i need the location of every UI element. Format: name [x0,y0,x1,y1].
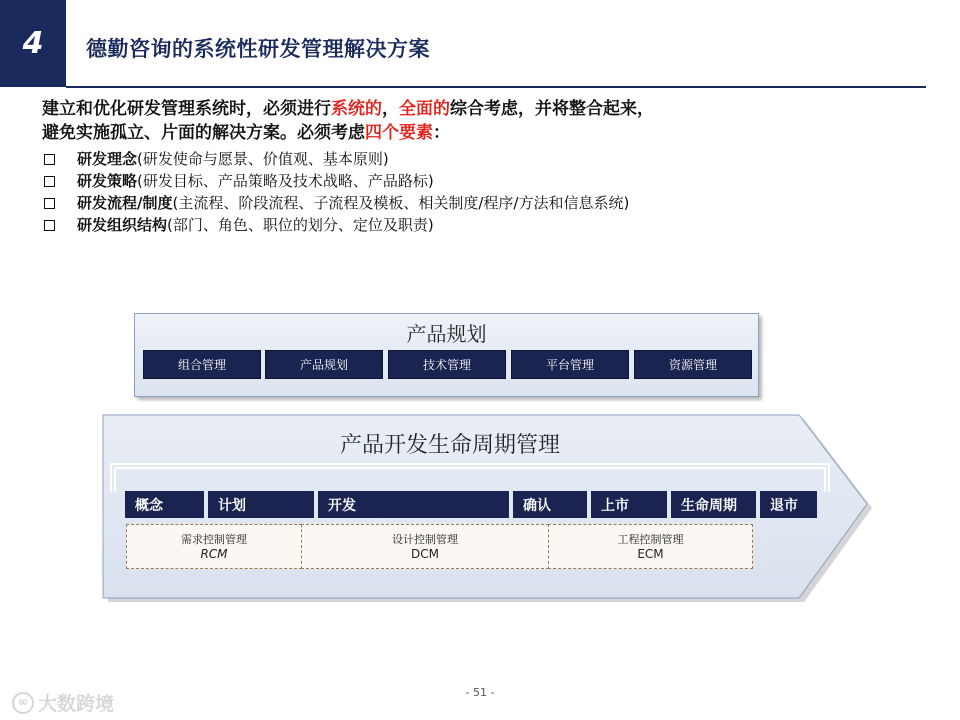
watermark-logo-icon: ∞ [12,692,34,714]
stage-retire: 退市 [760,491,817,518]
intro-text: 建立和优化研发管理系统时，必须进行 [42,99,331,119]
checkbox-square-icon [44,176,55,187]
bullet-list [44,148,629,236]
intro-text: 综合考虑，并将整合起来， [450,99,654,119]
bullet-desc: (部门、角色、职位的划分、定位及职责) [167,216,434,234]
stage-plan: 计划 [208,491,314,518]
emphasis-text: 系统的 [331,99,382,119]
planning-item: 组合管理 [143,350,261,379]
control-name: 设计控制管理 [392,532,458,546]
planning-item: 资源管理 [634,350,752,379]
section-number-badge: 4 [0,0,66,87]
watermark-text: 大数跨境 [38,693,115,715]
planning-item: 平台管理 [511,350,629,379]
product-planning-title: 产品规划 [406,322,487,346]
planning-item: 技术管理 [388,350,506,379]
control-abbr: ECM [637,546,664,561]
stage-develop: 开发 [318,491,509,518]
bullet-key: 研发流程/制度 [77,194,173,212]
stage-verify: 确认 [513,491,587,518]
list-item [44,170,629,192]
intro-text: ， [382,99,399,119]
header-divider [66,86,926,88]
bullet-key: 研发组织结构 [77,216,168,234]
list-item [44,192,629,214]
checkbox-square-icon [44,220,55,231]
control-name: 工程控制管理 [617,532,684,546]
bullet-desc: (研发目标、产品策略及技术战略、产品路标) [137,172,434,190]
control-dcm [301,524,549,569]
bullet-key: 研发策略 [77,172,138,190]
emphasis-text: 全面的 [399,99,450,119]
page-title: 德勤咨询的系统性研发管理解决方案 [86,37,430,61]
checkbox-square-icon [44,198,55,209]
intro-line-1 [42,97,922,121]
intro-text: ： [433,123,450,143]
stage-launch: 上市 [591,491,667,518]
stage-lifecycle: 生命周期 [671,491,756,518]
control-ecm [548,524,753,569]
checkbox-square-icon [44,154,55,165]
page-number: - 51 - [465,686,495,699]
planning-item: 产品规划 [265,350,383,379]
bullet-key: 研发理念 [77,150,138,168]
intro-paragraph [42,97,922,145]
control-name: 需求控制管理 [181,532,247,546]
bullet-desc: (主流程、阶段流程、子流程及模板、相关制度/程序/方法和信息系统) [172,194,630,212]
control-abbr: RCM [200,546,228,561]
list-item [44,214,629,236]
stage-concept: 概念 [125,491,204,518]
control-rcm [126,524,302,569]
lifecycle-title: 产品开发生命周期管理 [339,433,560,458]
intro-text: 避免实施孤立、片面的解决方案。必须考虑 [42,123,365,143]
bullet-desc: (研发使命与愿景、价值观、基本原则) [137,150,389,168]
list-item [44,148,629,170]
control-abbr: DCM [411,546,439,561]
product-planning-panel [134,313,759,397]
watermark [12,689,114,716]
intro-line-2 [42,121,922,145]
emphasis-text: 四个要素 [365,123,433,143]
